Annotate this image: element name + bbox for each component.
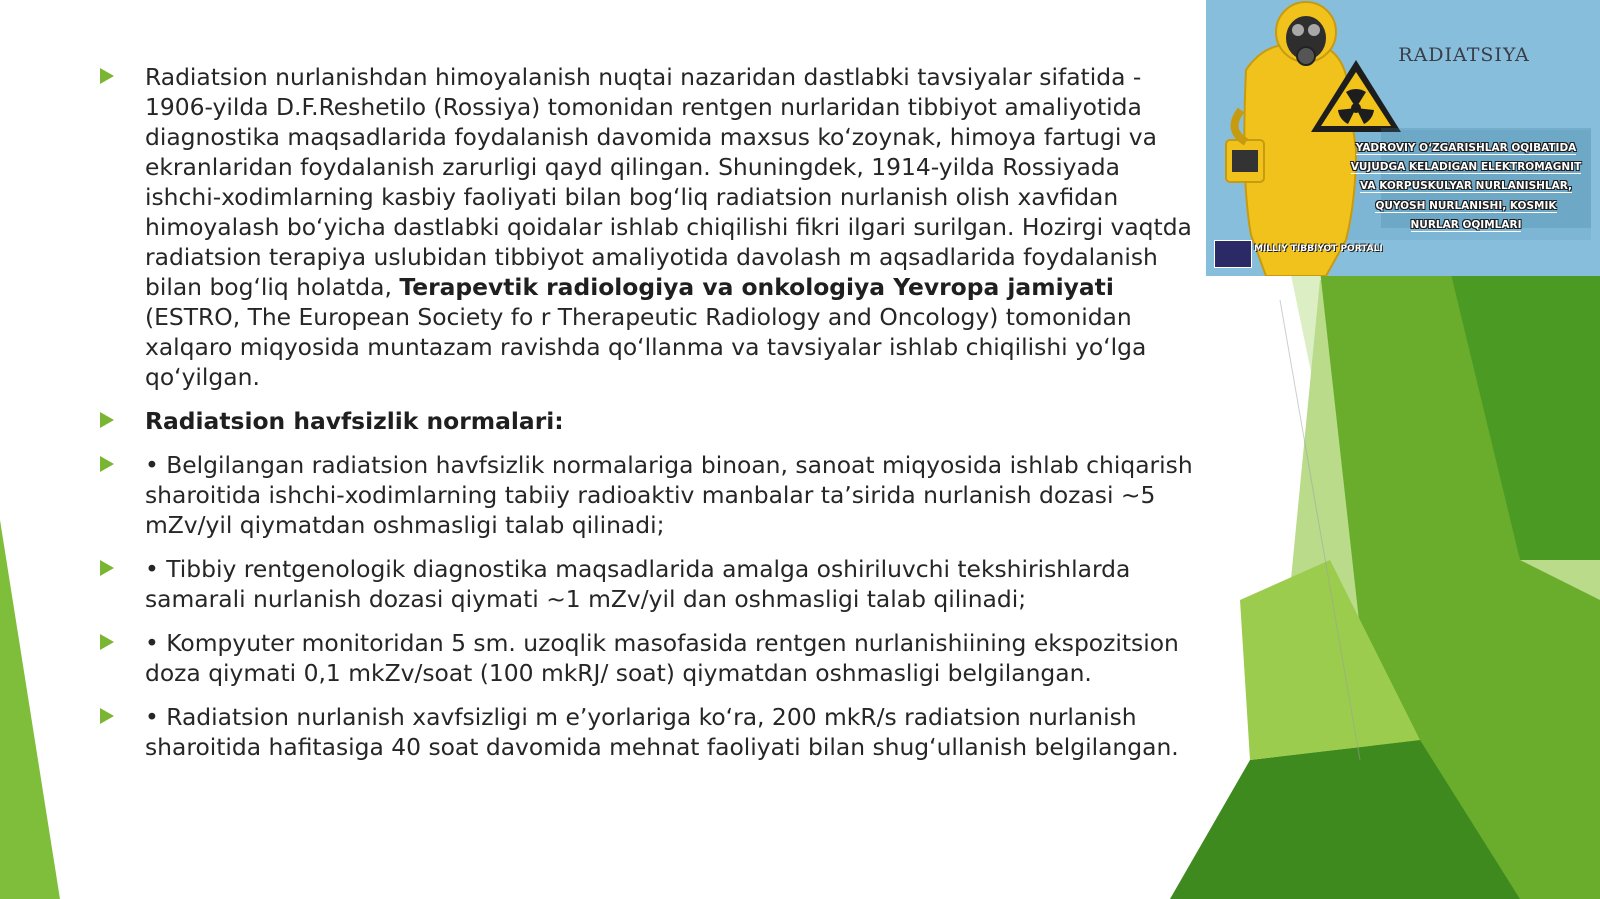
bullet-text-part: • Belgilangan radiatsion havfsizlik normalariga binoan, sanoat miqyosida ishlab chiqarish sharoitida ishchi-xodimlarning tabiiy radioaktiv manbalar taʼsirida nurlanish dozasi ~5 mZv/yil qiymatdan oshmasligi talab qilinadi; bbox=[145, 451, 1193, 539]
poster-caption bbox=[1346, 139, 1586, 235]
bullet-text-part: • Tibbiy rentgenologik diagnostika maqsadlarida amalga oshiriluvchi tekshirishlarda samarali nurlanish dozasi qiymati ~1 mZv/yil dan oshmasligi talab qilinadi; bbox=[145, 555, 1131, 613]
bullet-text bbox=[145, 554, 1200, 614]
triangle-arrow-icon bbox=[100, 702, 145, 724]
bullet-item bbox=[100, 702, 1200, 762]
bullet-item bbox=[100, 450, 1200, 540]
bullet-text-bold: Radiatsion havfsizlik normalari: bbox=[145, 407, 564, 435]
bullet-text-part: • Radiatsion nurlanish xavfsizligi m eʼyorlariga koʻra, 200 mkR/s radiatsion nurlanish sharoitida hafitasiga 40 soat davomida mehnat faoliyati bilan shugʻullanish belgilangan. bbox=[145, 703, 1179, 761]
bullet-text-part: Radiatsion nurlanishdan himoyalanish nuqtai nazaridan dastlabki tavsiyalar sifatida - 1906-yilda D.F.Reshetilo (Rossiya) tomonidan rentgen nurlaridan tibbiyot amaliyotida diagnostika maqsadlarida foydalanish davomida maxsus koʻzoynak, himoya fartugi va ekranlaridan foydalanish zarurligi qayd qilingan. Shuningdek, 1914-yilda Rossiyada ishchi-xodimlarning kasbiy faoliyati bilan bogʻliq radiatsion nurlanish olish xavfidan himoyalash boʻyicha dastlabki qoidalar ishlab chiqilishi fikri ilgari surilgan. Hozirgi vaqtda radiatsion terapiya uslubidan tibbiyot amaliyotida davolash m aqsadlarida foydalanish bilan bogʻliq holatda, bbox=[145, 63, 1192, 301]
bullet-item bbox=[100, 62, 1200, 392]
bullet-text bbox=[145, 628, 1200, 688]
triangle-arrow-icon bbox=[100, 62, 145, 84]
slide-body bbox=[100, 62, 1200, 776]
bullet-text bbox=[145, 406, 1200, 436]
poster-caption-line: NURLAR OQIMLARI bbox=[1410, 218, 1522, 231]
bullet-text bbox=[145, 62, 1200, 392]
triangle-arrow-icon bbox=[100, 628, 145, 650]
bullet-text-bold: Terapevtik radiologiya va onkologiya Yevropa jamiyati bbox=[399, 273, 1114, 301]
bullet-text bbox=[145, 702, 1200, 762]
poster-caption-line: VUJUDGA KELADIGAN ELEKTROMAGNIT bbox=[1350, 161, 1582, 174]
bullet-item bbox=[100, 554, 1200, 614]
portal-logo bbox=[1214, 240, 1252, 268]
triangle-arrow-icon bbox=[100, 554, 145, 576]
poster-footer: MILLIY TIBBIYOT PORTALI bbox=[1254, 244, 1383, 254]
triangle-arrow-icon bbox=[100, 450, 145, 472]
poster-caption-line: QUYOSH NURLANISHI, KOSMIK bbox=[1375, 199, 1557, 212]
poster-caption-line: VA KORPUSKULYAR NURLANISHLAR, bbox=[1360, 180, 1572, 193]
poster-title: RADIATSIYA bbox=[1398, 44, 1530, 66]
radiation-poster-image bbox=[1206, 0, 1600, 276]
triangle-arrow-icon bbox=[100, 406, 145, 428]
bullet-item bbox=[100, 406, 1200, 436]
bullet-text bbox=[145, 450, 1200, 540]
bullet-text-part: • Kompyuter monitoridan 5 sm. uzoqlik masofasida rentgen nurlanishiining ekspozitsion doza qiymati 0,1 mkZv/soat (100 mkRJ/ soat) qiymatdan oshmasligi belgilangan. bbox=[145, 629, 1179, 687]
bullet-item bbox=[100, 628, 1200, 688]
bg-shape-left-green bbox=[0, 520, 60, 899]
bullet-text-part: (ESTRO, The European Society fo r Therapeutic Radiology and Oncology) tomonidan xalqaro miqyosida muntazam ravishda qoʻllanma va tavsiyalar ishlab chiqilishi yoʻlga qoʻyilgan. bbox=[145, 303, 1147, 391]
poster-caption-line: YADROVIY OʻZGARISHLAR OQIBATIDA bbox=[1355, 142, 1577, 154]
